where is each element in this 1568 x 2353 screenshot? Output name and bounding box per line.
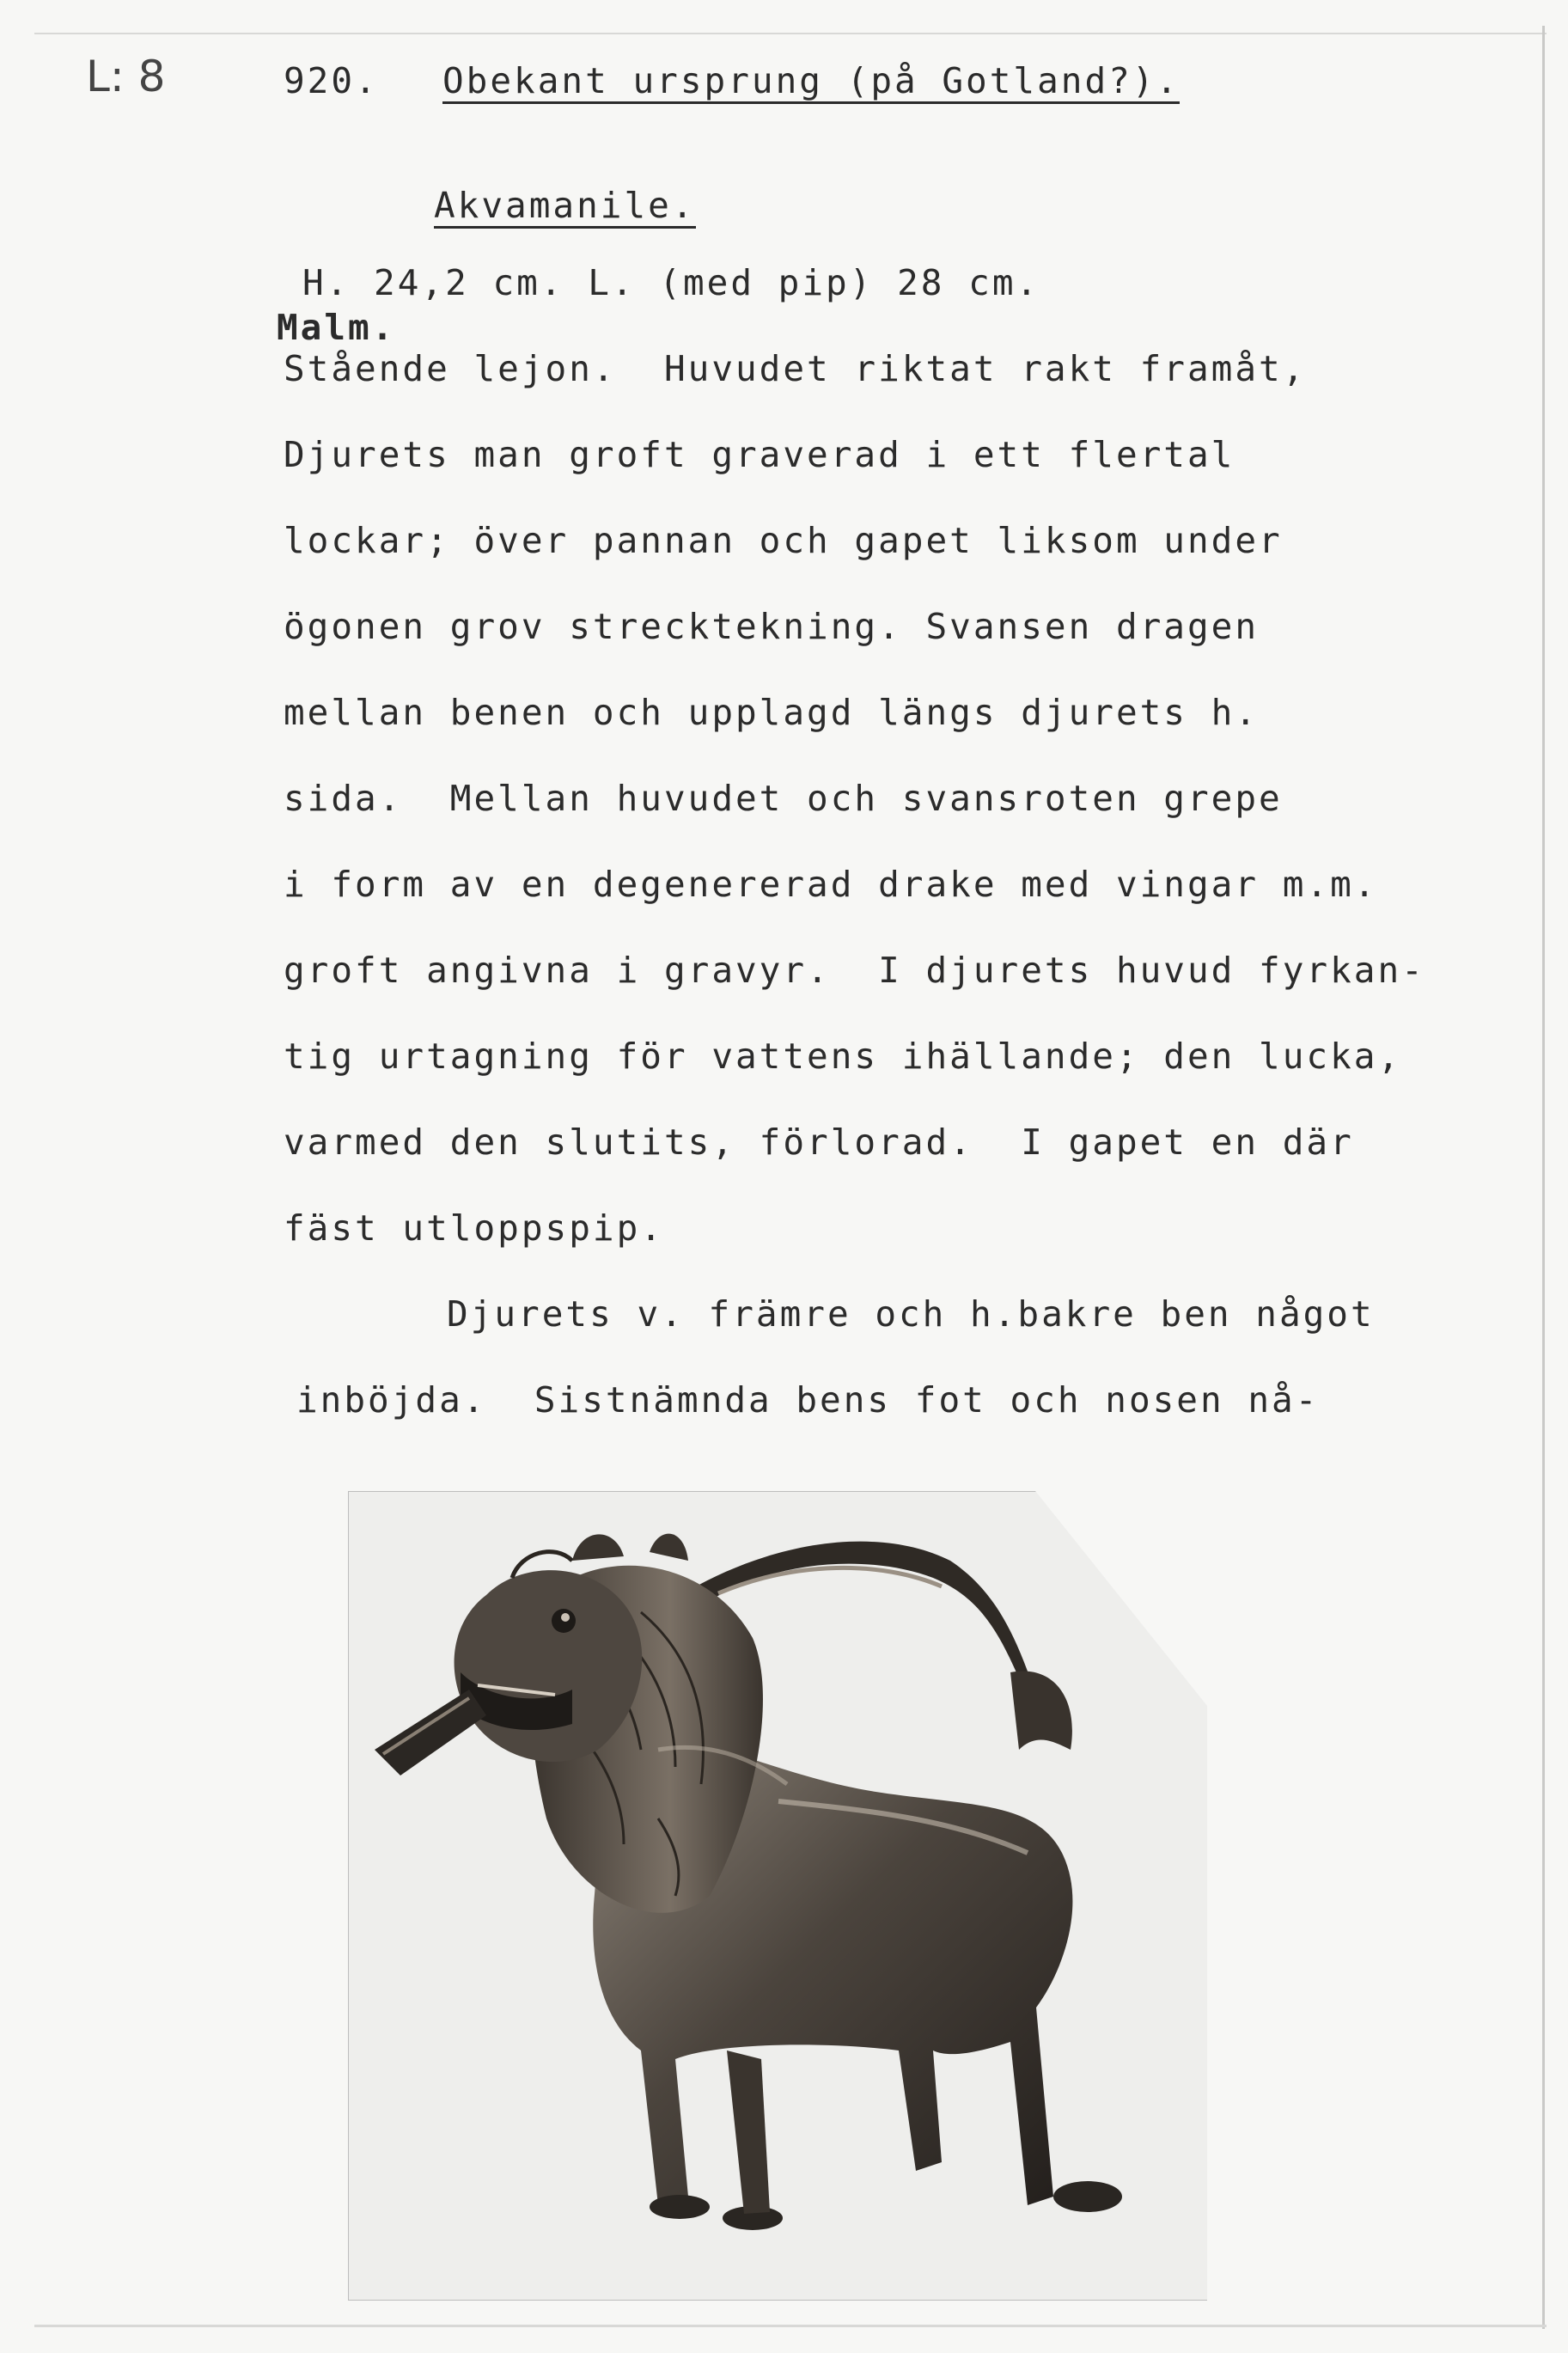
aquamanile-photo bbox=[348, 1491, 1209, 2301]
catalog-ref: L: 8 bbox=[86, 52, 166, 101]
card-top-edge bbox=[34, 33, 1547, 34]
paragraph2-line: Djurets v. främre och h.bakre ben något bbox=[447, 1293, 1375, 1335]
description-line: Djurets man groft graverad i ett flertal bbox=[284, 434, 1235, 475]
description-line: lockar; över pannan och gapet liksom under bbox=[284, 520, 1283, 561]
description-line: varmed den slutits, förlorad. I gapet en där bbox=[284, 1121, 1354, 1163]
description-line: groft angivna i gravyr. I djurets huvud fyrkan- bbox=[284, 950, 1425, 991]
description-line: ögonen grov strecktekning. Svansen dragen bbox=[284, 606, 1260, 647]
card-right-edge bbox=[1542, 26, 1545, 2329]
description-line: Stående lejon. Huvudet riktat rakt framåt, bbox=[284, 348, 1307, 389]
description-line: tig urtagning för vattens ihällande; den lucka, bbox=[284, 1036, 1402, 1077]
description-line: fäst utloppspip. bbox=[284, 1207, 664, 1249]
description-line: sida. Mellan huvudet och svansroten grepe bbox=[284, 778, 1283, 819]
catalog-number: 920. bbox=[284, 60, 379, 101]
dimensions: H. 24,2 cm. L. (med pip) 28 cm. bbox=[302, 262, 1040, 303]
material: Malm. bbox=[277, 307, 396, 348]
origin-title: Obekant ursprung (på Gotland?). bbox=[442, 60, 1180, 104]
paragraph2-line: inböjda. Sistnämnda bens fot och nosen nå- bbox=[296, 1379, 1320, 1421]
description-line: i form av en degenererad drake med vingar m.m. bbox=[284, 864, 1378, 905]
object-heading: Akvamanile. bbox=[434, 185, 696, 229]
card-bottom-edge bbox=[34, 2325, 1547, 2327]
description-line: mellan benen och upplagd längs djurets h. bbox=[284, 692, 1260, 733]
lion-aquamanile-illustration bbox=[349, 1492, 1208, 2300]
